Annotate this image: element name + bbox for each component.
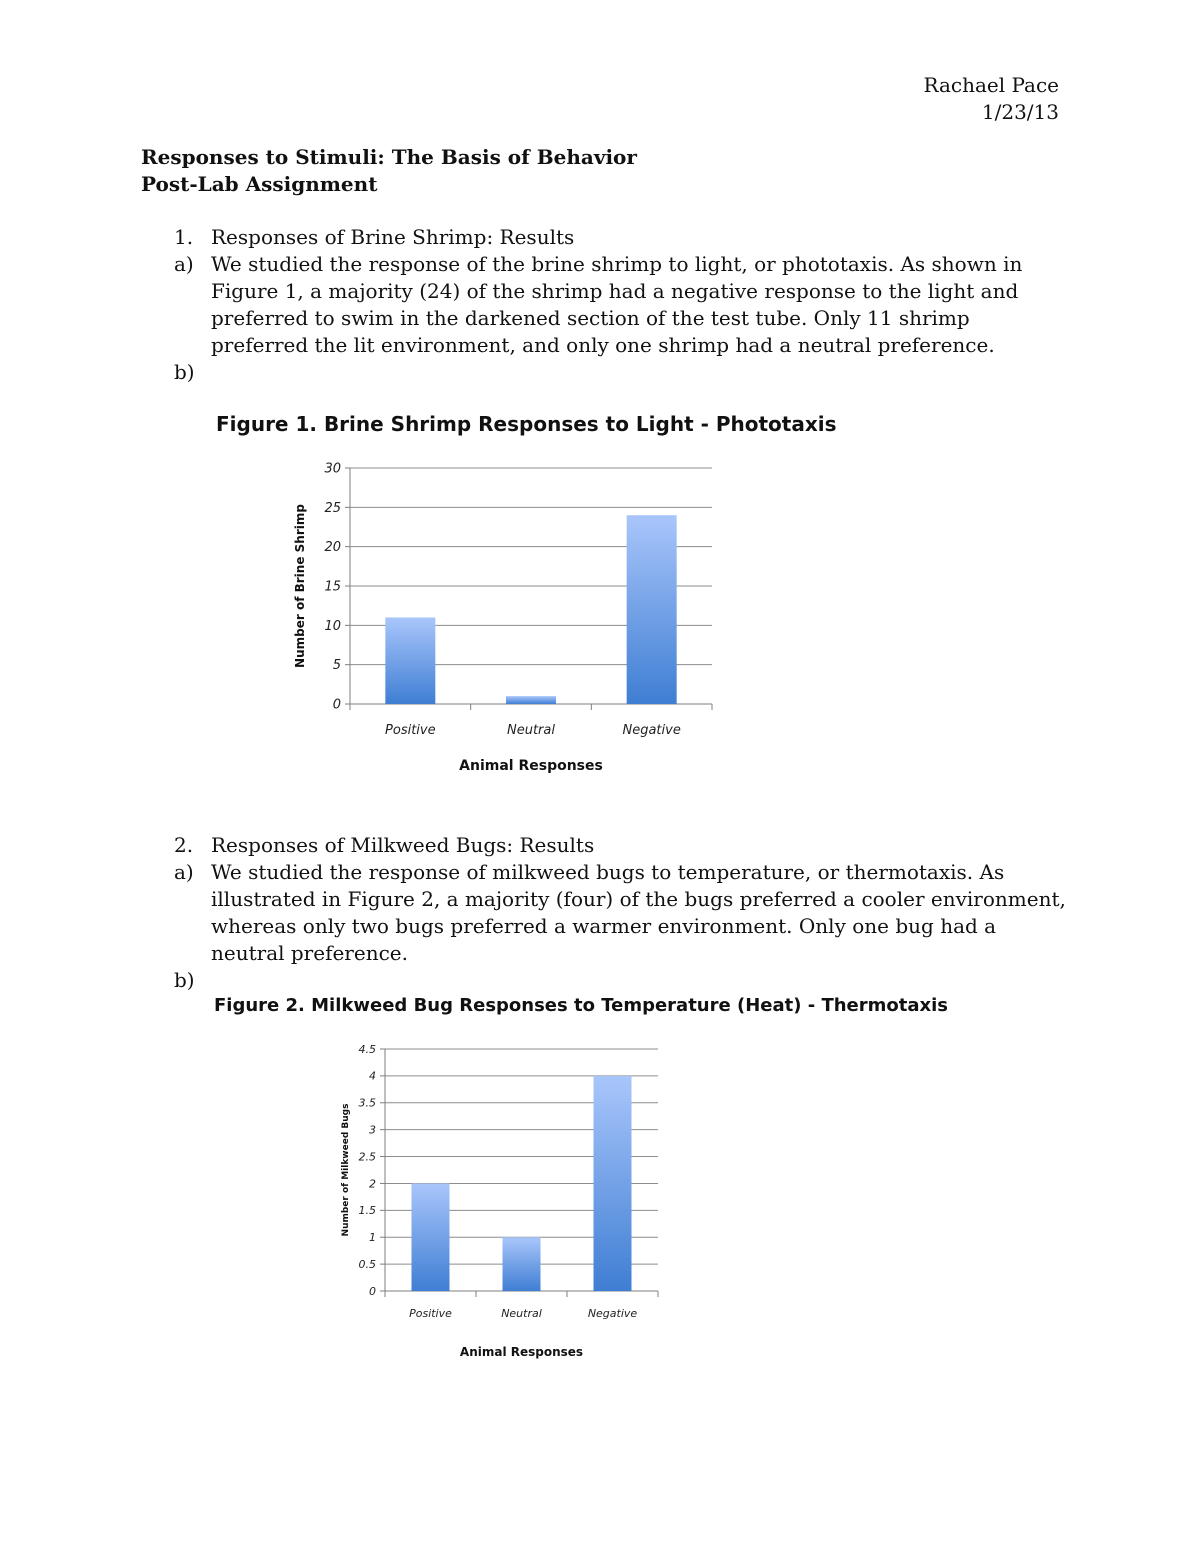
bar-negative [627, 515, 677, 704]
title-line-1: Responses to Stimuli: The Basis of Behavior [141, 145, 637, 169]
x-tick-label: Neutral [501, 1307, 542, 1320]
section-2-heading: Responses of Milkweed Bugs: Results [211, 833, 595, 857]
y-tick-label: 3.5 [358, 1096, 376, 1110]
y-tick-label: 0 [332, 697, 341, 713]
section-1-heading: Responses of Brine Shrimp: Results [211, 225, 575, 249]
y-tick-label: 3 [369, 1123, 376, 1137]
bar-positive [412, 1183, 450, 1291]
x-axis-label: Animal Responses [459, 758, 603, 774]
y-tick-label: 15 [324, 579, 341, 595]
title-line-2: Post-Lab Assignment [141, 172, 378, 196]
document-title [141, 144, 637, 198]
section-1 [141, 224, 1071, 384]
y-tick-label: 30 [324, 461, 341, 477]
y-tick-label: 4.5 [358, 1042, 376, 1056]
section-1-number: 1. [174, 225, 194, 249]
author-header [923, 72, 1059, 126]
section-2-item-a [141, 859, 1071, 967]
section-1-heading-item [141, 224, 1071, 251]
y-axis-label: Number of Brine Shrimp [293, 504, 307, 668]
bar-positive [385, 617, 435, 704]
figure-1-title: Figure 1. Brine Shrimp Responses to Light - Phototaxis [216, 412, 837, 436]
x-tick-label: Positive [385, 723, 436, 738]
x-axis-label: Animal Responses [459, 1345, 584, 1359]
y-tick-label: 1.5 [358, 1204, 376, 1218]
section-1-item-a [141, 251, 1071, 359]
y-tick-label: 5 [332, 658, 341, 674]
section-1-b-marker: b) [174, 360, 195, 384]
section-2 [141, 832, 1071, 992]
figure-2-chart [330, 1035, 680, 1370]
y-tick-label: 2.5 [358, 1150, 376, 1164]
y-tick-label: 1 [369, 1231, 376, 1245]
y-tick-label: 20 [324, 540, 341, 556]
x-tick-label: Negative [622, 723, 681, 738]
section-2-number: 2. [174, 833, 194, 857]
y-tick-label: 0.5 [358, 1257, 376, 1271]
bar-neutral [503, 1237, 541, 1291]
section-2-a-marker: a) [174, 860, 194, 884]
section-1-a-marker: a) [174, 252, 194, 276]
y-tick-label: 4 [369, 1069, 376, 1083]
author-name: Rachael Pace [923, 73, 1059, 97]
x-tick-label: Negative [587, 1307, 638, 1320]
y-tick-label: 25 [324, 500, 341, 516]
x-tick-label: Positive [409, 1307, 452, 1320]
section-2-a-text: We studied the response of milkweed bugs to temperature, or thermotaxis. As illustrated in Figure 2, a majority (four) of the bugs preferred a cooler environment, whereas only two bugs preferred a warmer environment. Only one bug had a neutral preference. [211, 860, 1066, 965]
section-2-heading-item [141, 832, 1071, 859]
y-tick-label: 10 [324, 618, 341, 634]
figure-1-chart [280, 452, 740, 782]
section-2-b-marker: b) [174, 968, 195, 992]
section-1-a-text: We studied the response of the brine shrimp to light, or phototaxis. As shown in Figure 1, a majority (24) of the shrimp had a negative response to the light and preferred to swim in the darkened section of the test tube. Only 11 shrimp preferred the lit environment, and only one shrimp had a neutral preference. [211, 252, 1023, 357]
author-date: 1/23/13 [981, 100, 1059, 124]
x-tick-label: Neutral [507, 723, 555, 738]
bar-negative [594, 1076, 632, 1291]
bar-neutral [506, 696, 556, 704]
y-tick-label: 2 [369, 1177, 376, 1191]
y-tick-label: 0 [369, 1284, 376, 1298]
figure-2-title: Figure 2. Milkweed Bug Responses to Temperature (Heat) - Thermotaxis [214, 995, 949, 1016]
y-axis-label: Number of Milkweed Bugs [341, 1103, 351, 1237]
